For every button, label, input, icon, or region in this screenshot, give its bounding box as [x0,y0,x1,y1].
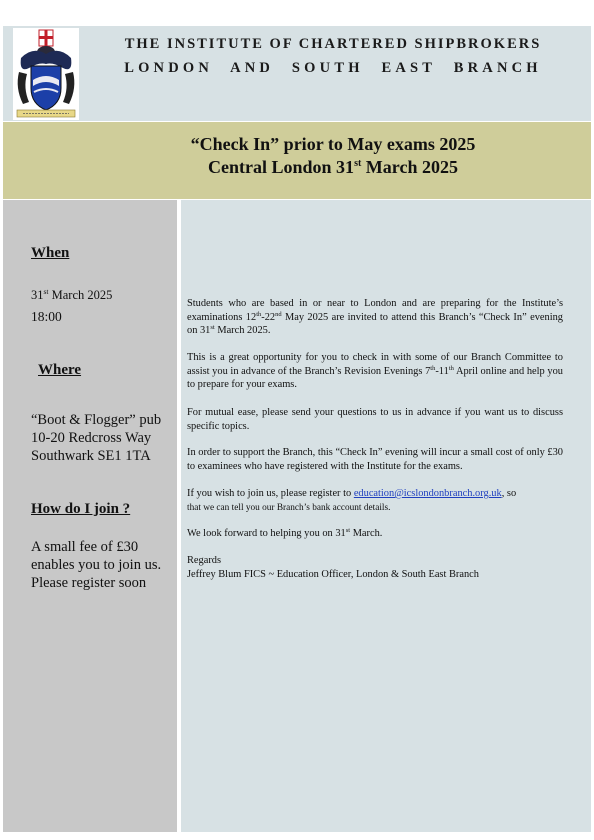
event-title-banner [3,122,591,199]
when-heading: When [31,245,70,261]
join-info-line2: enables you to join us. [31,557,162,573]
event-date-sup: st [43,287,49,296]
p5-text-a: If you wish to join us, please register to [187,488,354,499]
venue-name: “Boot & Flogger” pub [31,412,162,428]
how-to-join-heading: How do I join ? [31,501,131,517]
p2-text-b: -11 [435,365,449,377]
where-heading: Where [38,362,82,378]
event-title: “Check In” prior to May exams 2025 [190,134,476,154]
venue-street: 10-20 Redcross Way [31,430,152,446]
event-subtitle-rest: March 2025 [361,157,458,177]
p6-text-a: We look forward to helping you on 31 [187,528,346,539]
join-info [31,538,161,592]
p1-text-b: -22 [261,311,276,323]
p2-text-c: April online and help you to prepare for your exams. [187,365,563,391]
event-date-day: 31 [31,288,44,302]
intro-paragraph [187,297,563,338]
sidebar-panel [3,200,177,832]
coat-of-arms-crest-icon [13,28,79,120]
signature-text: Jeffrey Blum FICS ~ Education Officer, London & South East Branch [187,568,479,580]
event-subtitle [3,157,594,178]
event-date [31,287,112,303]
venue-address [31,411,161,465]
p2-text-a: This is a great opportunity for you to check in with some of our Branch Committee to assist you in advance of the Branch’s Revision Evenings 7 [187,352,563,377]
p5-text-c: that we can tell you our Branch’s bank account details. [187,502,391,513]
p5-text-b: , so [501,488,517,499]
p2-sup2: th [448,364,454,372]
cost-paragraph: In order to support the Branch, this “Check In” evening will incur a small cost of only £30 to examinees who have registered with the Institute for the exams. [187,447,563,472]
p1-sup2: nd [275,310,282,318]
p1-text-c: May 2025 are invited to attend this Branch’s “Check In” evening on 31 [187,311,563,337]
signature-block [187,554,563,581]
p6-text-b: March. [350,528,383,539]
p1-text-d: March 2025. [214,325,271,337]
questions-paragraph: For mutual ease, please send your questions to us in advance if you want us to discuss specific topics. [187,407,563,432]
venue-area: Southwark SE1 1TA [31,448,151,464]
event-subtitle-text: Central London 31 [208,157,355,177]
p1-sup3: st [210,324,215,332]
closing-paragraph [187,527,563,541]
org-name-line2: LONDON AND SOUTH EAST BRANCH [124,60,542,76]
main-content-panel [181,200,591,832]
join-info-line3: Please register soon [31,575,147,591]
event-subtitle-sup: st [354,158,362,169]
p1-text-a: Students who are based in or near to London and are preparing for the Institute’s examinations 12 [187,298,563,323]
p2-sup1: th [430,364,436,372]
event-date-rest: March 2025 [48,288,113,302]
register-paragraph [187,487,563,515]
opportunity-paragraph [187,351,563,392]
email-link[interactable]: education@icslondonbranch.org.uk [353,488,502,499]
regards-text: Regards [187,555,222,566]
p1-sup1: th [256,310,262,318]
header-band [3,26,591,121]
org-name-line1: THE INSTITUTE OF CHARTERED SHIPBROKERS [124,36,542,52]
p6-sup: st [345,527,351,534]
event-time: 18:00 [31,309,62,324]
join-info-line1: A small fee of £30 [31,539,139,555]
